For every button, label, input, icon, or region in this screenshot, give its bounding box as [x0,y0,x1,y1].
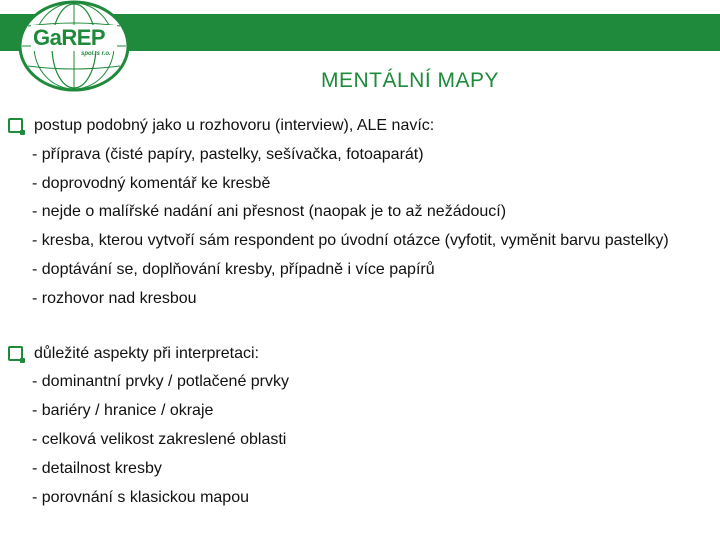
list-item: - celková velikost zakreslené oblasti [32,430,287,448]
section-interpretation [8,340,708,513]
section-items [8,141,708,314]
slide-content [8,112,708,512]
section-heading: důležité aspekty při interpretaci: [34,344,259,362]
list-item: - doprovodný komentář ke kresbě [32,174,271,192]
logo-subtext: spol. s r.o. [81,51,111,57]
logo-name: GaREP [33,25,106,50]
section-heading: postup podobný jako u rozhovoru (interview), ALE navíc: [34,117,435,134]
list-item: - porovnání s klasickou mapou [32,488,249,506]
list-item: - kresba, kterou vytvoří sám respondent po úvodní otázce (vyfotit, vyměnit barvu pastelky) [32,232,669,250]
list-item: - bariéry / hranice / okraje [32,402,214,420]
list-item: - detailnost kresby [32,459,162,477]
section-items [8,368,708,512]
section-process [8,112,708,314]
checkbox-bullet-icon [8,346,23,361]
list-item: - příprava (čisté papíry, pastelky, sešívačka, fotoaparát) [32,145,424,163]
page-title: MENTÁLNÍ MAPY [320,69,500,92]
list-item: - rozhovor nad kresbou [32,289,197,307]
section-heading-row [8,112,708,141]
list-item: - doptávání se, doplňování kresby, případně i více papírů [32,260,435,278]
list-item: - nejde o malířské nadání ani přesnost (naopak je to až nežádoucí) [32,203,507,221]
section-heading-row [8,340,708,369]
checkbox-bullet-icon [8,118,23,133]
list-item: - dominantní prvky / potlačené prvky [32,373,290,391]
